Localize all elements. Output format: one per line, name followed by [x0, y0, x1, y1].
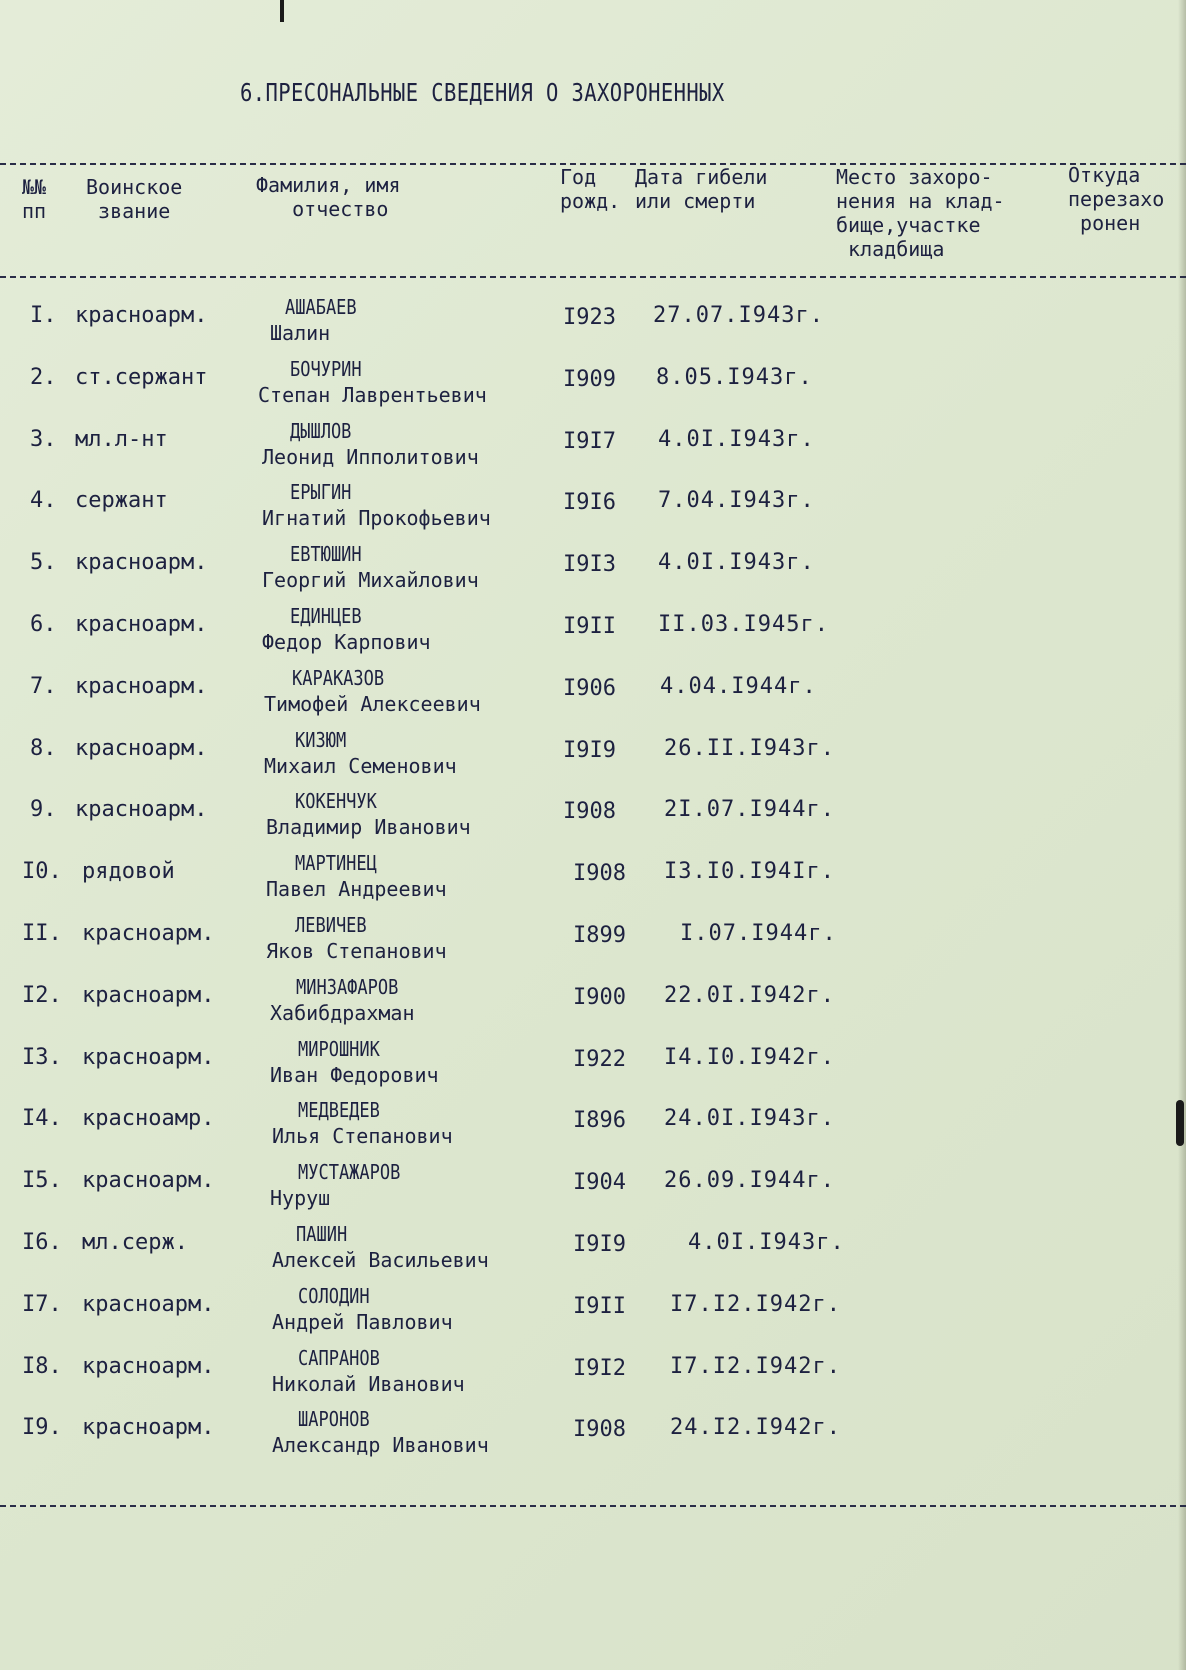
row-given-names: Тимофей Алексеевич	[264, 691, 481, 716]
header-origin: Откуда перезахо ронен	[1068, 163, 1165, 235]
table-row	[0, 1284, 1186, 1348]
row-given-names: Федор Карпович	[262, 630, 431, 654]
row-rank: красноарм.	[82, 982, 215, 1008]
row-rank: красноарм.	[82, 1353, 215, 1379]
header-place: Место захоро- нения на клад- бище,участке кладбища	[836, 165, 1005, 261]
row-birth-year: I900	[573, 984, 626, 1010]
row-given-names: Иван Федорович	[270, 1062, 439, 1087]
header-date: Дата гибели или смерти	[635, 165, 768, 213]
row-birth-year: I9II	[563, 614, 616, 639]
row-rank: сержант	[75, 488, 168, 514]
row-given-names: Леонид Ипполитович	[262, 444, 479, 469]
row-birth-year: I923	[563, 305, 616, 330]
row-rank: мл.серж.	[82, 1230, 188, 1255]
row-rank: красноамр.	[82, 1106, 215, 1132]
row-death-date: I4.I0.I942г.	[664, 1044, 835, 1070]
row-number: 3.	[30, 426, 57, 452]
row-number: 7.	[30, 673, 57, 699]
table-row	[0, 1222, 1186, 1286]
row-birth-year: I922	[573, 1046, 626, 1072]
row-rank: красноарм.	[75, 797, 208, 823]
row-birth-year: I9I9	[563, 737, 616, 763]
page-title: 6.ПРЕСОНАЛЬНЫЕ СВЕДЕНИЯ О ЗАХОРОНЕННЫХ	[240, 78, 725, 107]
row-death-date: 7.04.I943г.	[658, 488, 815, 514]
table-row	[0, 357, 1186, 421]
row-rank: красноарм.	[82, 1168, 215, 1194]
header-name: Фамилия, имя отчество	[256, 173, 401, 221]
row-given-names: Хабибдрахман	[270, 1000, 415, 1025]
header-num: №№ пп	[22, 175, 47, 223]
row-surname: САПРАНОВ	[298, 1345, 380, 1370]
row-given-names: Нуруш	[270, 1186, 331, 1211]
row-surname: МИРОШНИК	[298, 1036, 380, 1061]
row-rank: красноарм.	[75, 612, 208, 637]
row-number: 6.	[30, 612, 57, 637]
row-rank: красноарм.	[82, 1415, 215, 1441]
row-surname: ПАШИН	[296, 1222, 348, 1246]
row-given-names: Павел Андреевич	[266, 877, 447, 902]
row-death-date: 24.I2.I942г.	[670, 1415, 841, 1441]
row-given-names: Георгий Михайлович	[262, 568, 479, 593]
row-birth-year: I908	[573, 861, 626, 887]
row-surname: МУСТАЖАРОВ	[298, 1160, 401, 1185]
row-death-date: 4.0I.I943г.	[688, 1230, 845, 1255]
row-rank: красноарм.	[75, 550, 208, 576]
table-row	[0, 604, 1186, 668]
table-row	[0, 419, 1186, 483]
row-death-date: I.07.I944г.	[680, 921, 837, 946]
row-birth-year: I904	[573, 1170, 626, 1196]
row-rank: рядовой	[82, 859, 175, 885]
row-death-date: II.03.I945г.	[658, 612, 829, 637]
table-row	[0, 542, 1186, 606]
row-number: I.	[30, 303, 57, 328]
table-bottom-rule	[0, 1505, 1186, 1507]
row-death-date: 4.0I.I943г.	[658, 550, 815, 576]
row-death-date: 26.II.I943г.	[664, 735, 835, 761]
row-number: I3.	[22, 1044, 62, 1070]
row-given-names: Александр Иванович	[272, 1433, 489, 1458]
row-death-date: 8.05.I943г.	[656, 364, 813, 390]
row-birth-year: I906	[563, 675, 616, 701]
row-number: 4.	[30, 488, 57, 514]
row-surname: ЕДИНЦЕВ	[290, 604, 362, 628]
row-rank: красноарм.	[82, 1044, 215, 1070]
row-surname: МАРТИНЕЦ	[295, 851, 377, 876]
row-death-date: 26.09.I944г.	[664, 1168, 835, 1194]
row-surname: КОКЕНЧУК	[295, 789, 377, 814]
row-surname: ЕВТЮШИН	[290, 542, 362, 567]
row-death-date: 22.0I.I942г.	[664, 982, 835, 1008]
row-death-date: I7.I2.I942г.	[670, 1353, 841, 1379]
row-death-date: 4.04.I944г.	[660, 673, 817, 699]
row-number: I8.	[22, 1353, 62, 1379]
row-number: I6.	[22, 1230, 62, 1255]
row-birth-year: I9II	[573, 1293, 626, 1319]
table-row	[0, 295, 1186, 359]
row-birth-year: I908	[563, 799, 616, 825]
row-birth-year: I899	[573, 923, 626, 948]
row-birth-year: I896	[573, 1108, 626, 1134]
row-death-date: 27.07.I943г.	[653, 303, 824, 328]
row-rank: красноарм.	[82, 921, 215, 946]
row-death-date: 2I.07.I944г.	[664, 797, 835, 823]
row-surname: КАРАКАЗОВ	[292, 665, 385, 690]
row-rank: мл.л-нт	[75, 426, 168, 452]
row-rank: красноарм.	[75, 303, 208, 328]
row-given-names: Яков Степанович	[266, 939, 447, 963]
row-surname: КИЗЮМ	[295, 727, 347, 752]
header-year: Год рожд.	[560, 165, 621, 213]
row-given-names: Николай Иванович	[272, 1371, 465, 1396]
row-given-names: Андрей Павлович	[272, 1309, 453, 1334]
row-birth-year: I9I3	[563, 552, 616, 578]
row-given-names: Игнатий Прокофьевич	[262, 506, 491, 531]
row-death-date: 24.0I.I943г.	[664, 1106, 835, 1132]
table-row	[0, 1037, 1186, 1101]
row-surname: ЛЕВИЧЕВ	[295, 913, 367, 937]
row-number: I7.	[22, 1291, 62, 1317]
row-death-date: 4.0I.I943г.	[658, 426, 815, 452]
row-number: I5.	[22, 1168, 62, 1194]
row-surname: ДЫШЛОВ	[290, 418, 352, 443]
top-ink-mark	[280, 0, 284, 22]
table-row	[0, 728, 1186, 792]
row-number: II.	[22, 921, 62, 946]
row-surname: АШАБАЕВ	[285, 295, 357, 319]
row-rank: красноарм.	[75, 735, 208, 761]
row-birth-year: I9I7	[563, 428, 616, 454]
row-number: 9.	[30, 797, 57, 823]
table-row	[0, 975, 1186, 1039]
row-surname: ШАРОНОВ	[298, 1407, 370, 1432]
row-death-date: I3.I0.I94Iг.	[664, 859, 835, 885]
row-surname: МЕДВЕДЕВ	[298, 1098, 380, 1123]
row-number: I4.	[22, 1106, 62, 1132]
table-row	[0, 851, 1186, 915]
row-birth-year: I9I6	[563, 490, 616, 516]
row-number: I0.	[22, 859, 62, 885]
table-row	[0, 1160, 1186, 1224]
row-birth-year: I9I2	[573, 1355, 626, 1381]
table-row	[0, 1407, 1186, 1471]
row-rank: красноарм.	[75, 673, 208, 699]
row-birth-year: I909	[563, 366, 616, 392]
table-row	[0, 789, 1186, 853]
row-surname: МИНЗАФАРОВ	[296, 974, 399, 999]
row-number: I9.	[22, 1415, 62, 1441]
table-row	[0, 1098, 1186, 1162]
row-surname: СОЛОДИН	[298, 1283, 370, 1308]
row-number: 8.	[30, 735, 57, 761]
row-given-names: Владимир Иванович	[266, 815, 471, 840]
header-bottom-rule	[0, 276, 1186, 278]
row-given-names: Илья Степанович	[272, 1124, 453, 1149]
row-rank: ст.сержант	[75, 364, 208, 390]
row-number: 5.	[30, 550, 57, 576]
table-row	[0, 480, 1186, 544]
table-row	[0, 1346, 1186, 1410]
row-number: 2.	[30, 364, 57, 390]
row-birth-year: I9I9	[573, 1232, 626, 1257]
row-rank: красноарм.	[82, 1291, 215, 1317]
row-given-names: Степан Лаврентьевич	[258, 382, 487, 407]
row-number: I2.	[22, 982, 62, 1008]
table-row	[0, 666, 1186, 730]
row-given-names: Шалин	[270, 321, 331, 345]
row-death-date: I7.I2.I942г.	[670, 1291, 841, 1317]
header-rank: Воинское звание	[86, 175, 183, 223]
row-surname: БОЧУРИН	[290, 356, 362, 381]
table-row	[0, 913, 1186, 977]
row-given-names: Алексей Васильевич	[272, 1248, 489, 1272]
row-birth-year: I908	[573, 1417, 626, 1443]
row-given-names: Михаил Семенович	[264, 753, 457, 778]
row-surname: ЕРЫГИН	[290, 480, 352, 505]
